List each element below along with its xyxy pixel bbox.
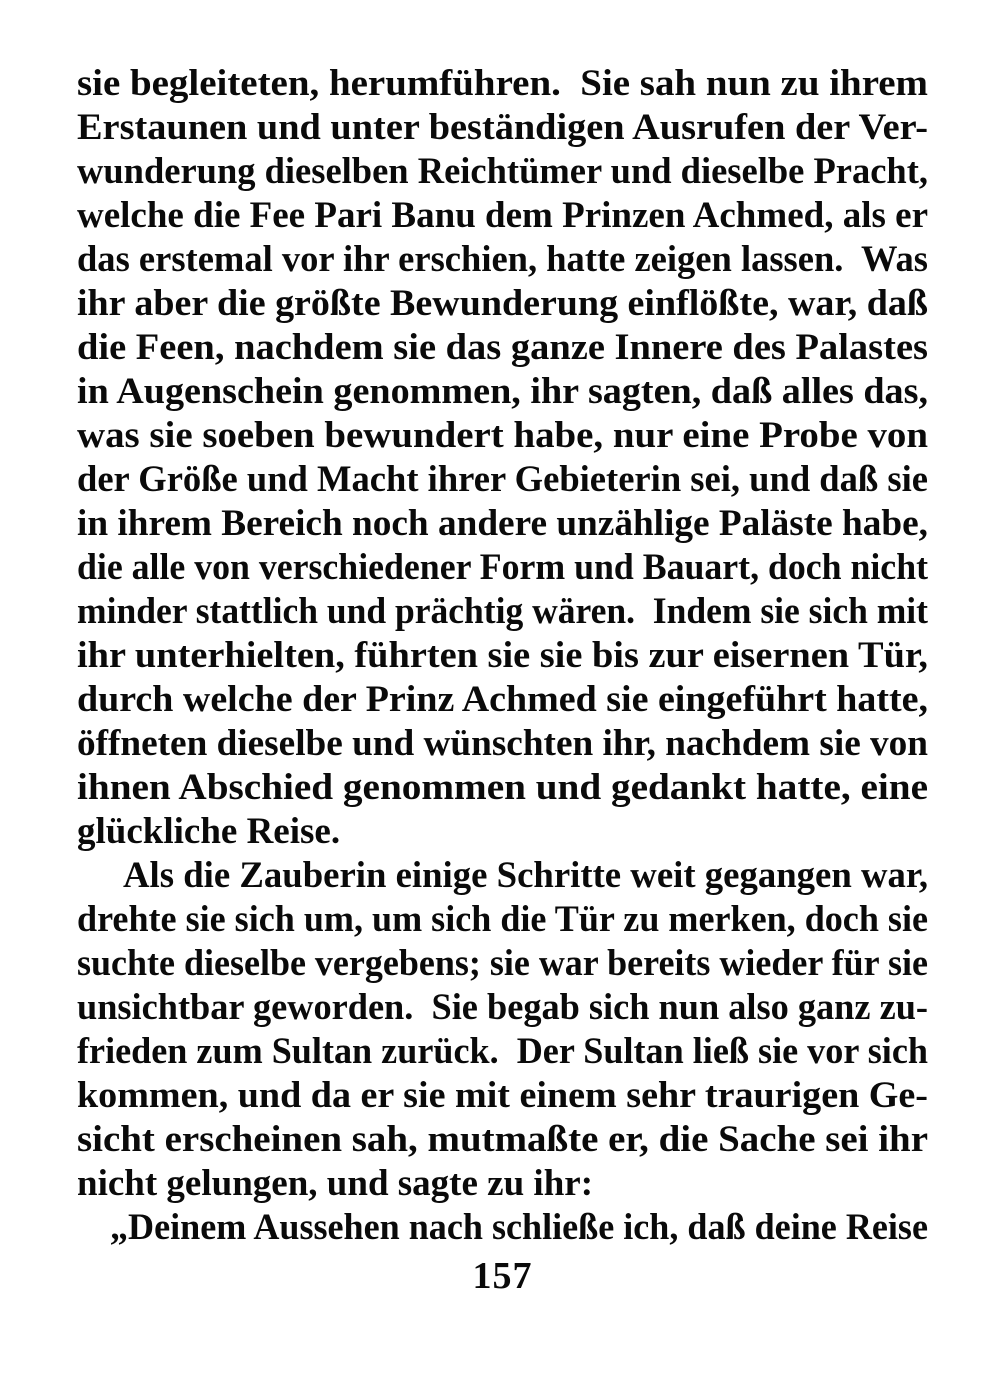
text-line <box>77 238 928 282</box>
text-line <box>77 326 928 370</box>
text-line-content: Erstaunen und unter beständigen Ausrufen der Ver- <box>77 107 928 148</box>
text-line <box>77 590 928 634</box>
text-line-content: in ihrem Bereich noch andere unzählige Paläste habe, <box>77 503 929 544</box>
text-line-content: die alle von verschiedener Form und Bauart, doch nicht <box>77 547 928 588</box>
text-line <box>77 106 928 150</box>
text-line <box>77 502 928 546</box>
text-line <box>77 1162 928 1206</box>
text-line-content: sicht erscheinen sah, mutmaßte er, die Sache sei ihr <box>77 1119 928 1160</box>
text-line-content: ihr aber die größte Bewunderung einflößte, war, daß <box>77 283 928 324</box>
text-line-content: der Größe und Macht ihrer Gebieterin sei, und daß sie <box>77 459 928 500</box>
text-line <box>77 194 928 238</box>
text-line-content: drehte sie sich um, um sich die Tür zu merken, doch sie <box>77 899 928 940</box>
text-line-content: unsichtbar geworden. Sie begab sich nun also ganz zu- <box>77 987 928 1028</box>
text-line <box>77 150 928 194</box>
text-line-content: wunderung dieselben Reichtümer und dieselbe Pracht, <box>77 151 928 192</box>
text-line <box>77 854 928 898</box>
text-line-content: welche die Fee Pari Banu dem Prinzen Achmed, als er <box>77 195 928 236</box>
text-line-content: Als die Zauberin einige Schritte weit gegangen war, <box>123 855 928 896</box>
text-line <box>77 1074 928 1118</box>
text-line-content: öffneten dieselbe und wünschten ihr, nachdem sie von <box>77 723 928 764</box>
text-line <box>77 942 928 986</box>
text-line-content: minder stattlich und prächtig wären. Indem sie sich mit <box>77 591 928 632</box>
text-line-content: nicht gelungen, und sagte zu ihr: <box>77 1163 594 1204</box>
text-line <box>77 678 928 722</box>
text-line-content: suchte dieselbe vergebens; sie war bereits wieder für sie <box>77 943 928 984</box>
text-line-content: glückliche Reise. <box>77 811 341 852</box>
text-line-content: kommen, und da er sie mit einem sehr traurigen Ge- <box>77 1075 928 1116</box>
text-line-content: ihr unterhielten, führten sie sie bis zur eisernen Tür, <box>77 635 928 676</box>
text-line-content: ihnen Abschied genommen und gedankt hatte, eine <box>77 767 928 808</box>
text-line <box>77 986 928 1030</box>
text-line-content: das erstemal vor ihr erschien, hatte zeigen lassen. Was <box>77 239 928 280</box>
text-line <box>77 766 928 810</box>
text-line-content: die Feen, nachdem sie das ganze Innere des Palastes <box>77 327 929 368</box>
text-line-content: sie begleiteten, herumführen. Sie sah nun zu ihrem <box>77 63 928 104</box>
page-number: 157 <box>472 1255 533 1297</box>
text-line <box>77 634 928 678</box>
text-line-content: durch welche der Prinz Achmed sie eingeführt hatte, <box>77 679 928 720</box>
text-line <box>77 1206 928 1250</box>
text-line <box>77 370 928 414</box>
text-line-content: in Augenschein genommen, ihr sagten, daß alles das, <box>77 371 928 412</box>
text-line <box>77 810 928 854</box>
text-line <box>77 722 928 766</box>
text-line <box>77 458 928 502</box>
text-line-content: frieden zum Sultan zurück. Der Sultan ließ sie vor sich <box>77 1031 928 1072</box>
text-line <box>77 546 928 590</box>
text-line-content: „Deinem Aussehen nach schließe ich, daß deine Reise <box>110 1207 928 1248</box>
text-line <box>77 414 928 458</box>
text-line <box>77 62 928 106</box>
page-text-block <box>77 62 928 1250</box>
text-line-content: was sie soeben bewundert habe, nur eine Probe von <box>77 415 929 456</box>
text-line <box>77 1118 928 1162</box>
text-line <box>77 898 928 942</box>
text-line <box>77 282 928 326</box>
text-line <box>77 1030 928 1074</box>
